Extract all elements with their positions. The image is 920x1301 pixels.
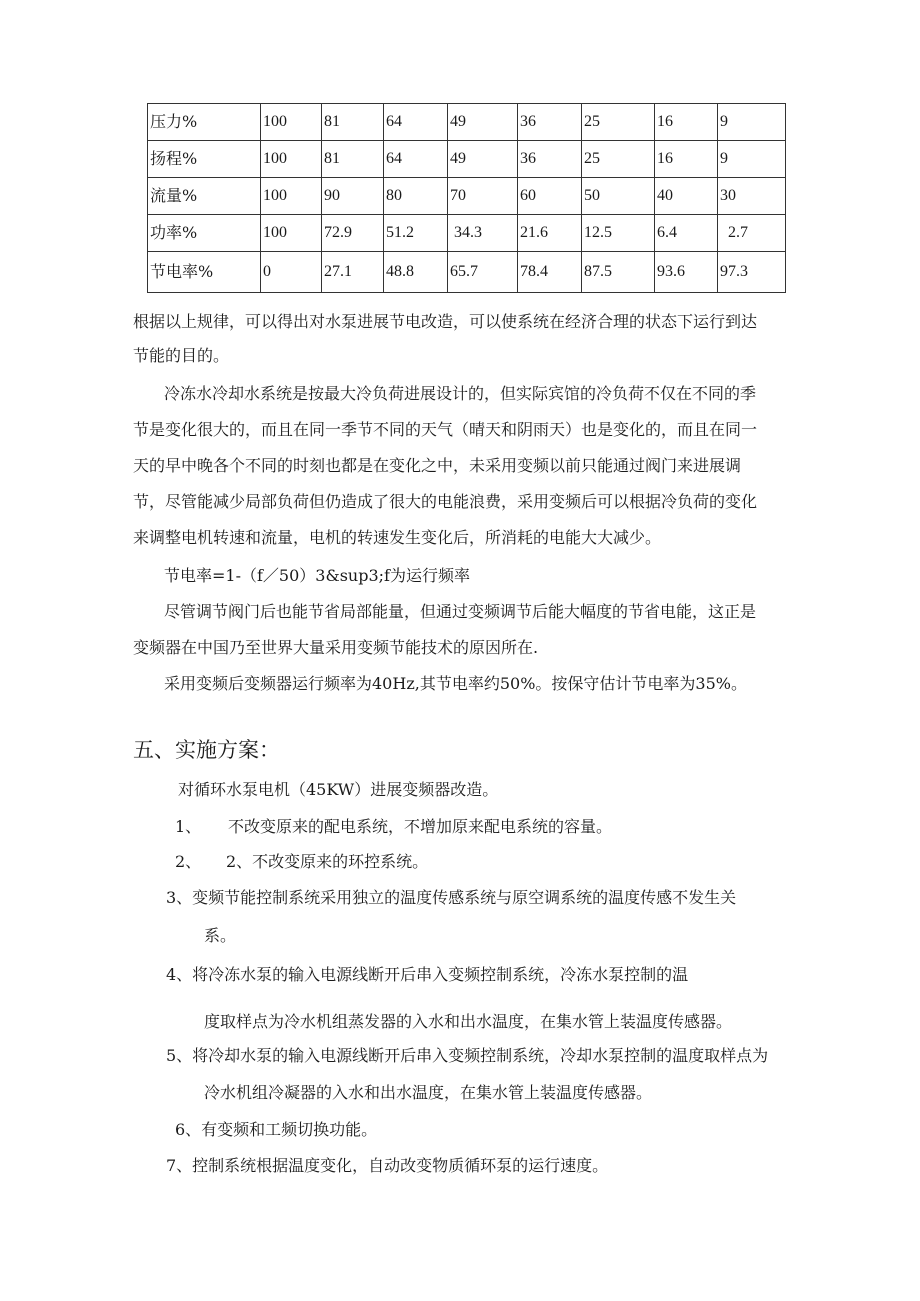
table-cell: 27.1 (322, 252, 384, 293)
section-heading: 五、实施方案： (133, 738, 280, 762)
table-cell: 21.6 (518, 215, 582, 252)
table-cell: 90 (322, 178, 384, 215)
table-cell: 64 (384, 104, 448, 141)
paragraph-line: 尽管调节阀门后也能节省局部能量，但通过变频调节后能大幅度的节省电能，这正是 (164, 602, 757, 621)
paragraph-line: 变频器在中国乃至世界大量采用变频节能技术的原因所在. (133, 638, 539, 657)
list-item-number: 1、 (175, 817, 202, 836)
row-label: 节电率% (148, 252, 261, 293)
table-cell: 60 (518, 178, 582, 215)
paragraph-line: 节，尽管能减少局部负荷但仍造成了很大的电能浪费，采用变频后可以根据冷负荷的变化 (133, 492, 758, 511)
table-cell: 25 (582, 104, 655, 141)
list-item: 不改变原来的配电系统，不增加原来配电系统的容量。 (228, 817, 613, 836)
paragraph-line: 天的早中晚各个不同的时刻也都是在变化之中，未采用变频以前只能通过阀门来进展调 (133, 456, 742, 475)
paragraph-line: 节能的目的。 (133, 346, 230, 365)
pump-saving-table (147, 103, 786, 293)
list-item-number: 2、 (175, 852, 202, 871)
list-item-continuation: 度取样点为冷水机组蒸发器的入水和出水温度，在集水管上装温度传感器。 (204, 1012, 733, 1031)
table-row (148, 178, 786, 215)
list-item: 7、控制系统根据温度变化，自动改变物质循环泵的运行速度。 (166, 1156, 609, 1175)
list-item: 4、将冷冻水泵的输入电源线断开后串入变频控制系统，冷冻水泵控制的温 (166, 965, 689, 984)
table-cell: 50 (582, 178, 655, 215)
table-cell: 36 (518, 141, 582, 178)
table-cell: 100 (261, 104, 322, 141)
list-item-continuation: 冷水机组冷凝器的入水和出水温度，在集水管上装温度传感器。 (204, 1083, 653, 1102)
table-cell: 16 (655, 104, 718, 141)
table-cell: 81 (322, 104, 384, 141)
table-cell: 100 (261, 215, 322, 252)
table-row (148, 215, 786, 252)
table-cell: 80 (384, 178, 448, 215)
table-cell: 65.7 (448, 252, 518, 293)
table-cell: 93.6 (655, 252, 718, 293)
table-row (148, 141, 786, 178)
table-cell: 49 (448, 141, 518, 178)
table-cell: 49 (448, 104, 518, 141)
paragraph-line: 节是变化很大的，而且在同一季节不同的天气（晴天和阴雨天）也是变化的，而且在同一 (133, 420, 758, 439)
list-item: 3、变频节能控制系统采用独立的温度传感系统与原空调系统的温度传感不发生关 (166, 888, 737, 907)
table-cell: 100 (261, 178, 322, 215)
table-cell: 9 (718, 141, 786, 178)
row-label: 流量% (148, 178, 261, 215)
table-cell: 34.3 (448, 215, 518, 252)
table-cell: 12.5 (582, 215, 655, 252)
row-label: 扬程% (148, 141, 261, 178)
paragraph-line: 根据以上规律，可以得出对水泵进展节电改造，可以使系统在经济合理的状态下运行到达 (133, 312, 758, 331)
paragraph-line: 来调整电机转速和流量，电机的转速发生变化后，所消耗的电能大大减少。 (133, 528, 662, 547)
formula-line: 节电率=1-（f／50）3&sup3;f为运行频率 (164, 566, 470, 585)
list-item: 5、将冷却水泵的输入电源线断开后串入变频控制系统，冷却水泵控制的温度取样点为 (166, 1046, 769, 1065)
table-row (148, 252, 786, 293)
table-cell: 25 (582, 141, 655, 178)
table-cell: 6.4 (655, 215, 718, 252)
table-cell: 81 (322, 141, 384, 178)
paragraph-line: 采用变频后变频器运行频率为40Hz,其节电率约50%。按保守估计节电率为35%。 (164, 674, 747, 693)
table-cell: 36 (518, 104, 582, 141)
table-cell: 16 (655, 141, 718, 178)
table-cell: 48.8 (384, 252, 448, 293)
table-cell: 51.2 (384, 215, 448, 252)
list-item-continuation: 系。 (204, 926, 237, 945)
table-cell: 87.5 (582, 252, 655, 293)
table-cell: 64 (384, 141, 448, 178)
table-cell: 100 (261, 141, 322, 178)
table-row (148, 104, 786, 141)
list-item: 6、有变频和工频切换功能。 (175, 1120, 378, 1139)
row-label: 功率% (148, 215, 261, 252)
table-cell: 2.7 (718, 215, 786, 252)
section-intro: 对循环水泵电机（45KW）进展变频器改造。 (178, 780, 499, 799)
table-cell: 0 (261, 252, 322, 293)
table-cell: 78.4 (518, 252, 582, 293)
table-cell: 40 (655, 178, 718, 215)
table-cell: 97.3 (718, 252, 786, 293)
paragraph-line: 冷冻水冷却水系统是按最大冷负荷进展设计的，但实际宾馆的冷负荷不仅在不同的季 (164, 384, 757, 403)
table-cell: 30 (718, 178, 786, 215)
list-item: 2、不改变原来的环控系统。 (226, 852, 429, 871)
table-cell: 9 (718, 104, 786, 141)
table-cell: 70 (448, 178, 518, 215)
row-label: 压力% (148, 104, 261, 141)
table-cell: 72.9 (322, 215, 384, 252)
